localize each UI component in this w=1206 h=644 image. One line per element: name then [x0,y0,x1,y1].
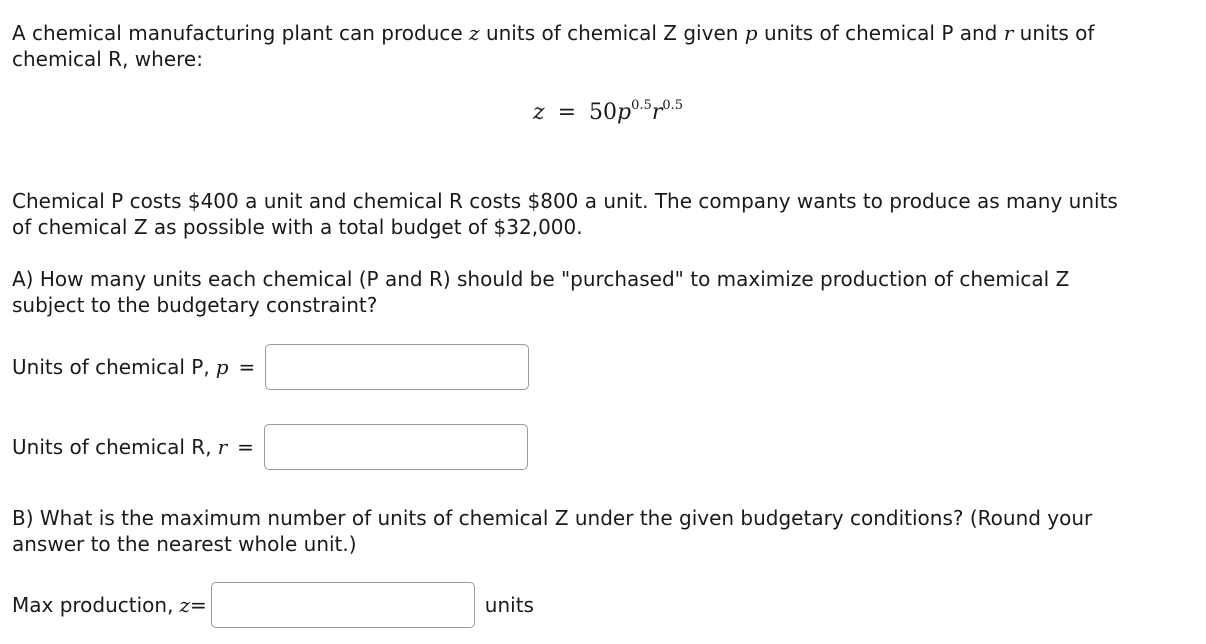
intro-text-a: A chemical manufacturing plant can produce [12,21,463,45]
costs-line-2: of chemical Z as possible with a total budget of $32,000. [12,215,583,239]
units-r-input[interactable] [264,424,528,470]
intro-text-d: units of [1019,21,1095,45]
production-formula [533,100,683,125]
question-a-line-2: subject to the budgetary constraint? [12,293,378,317]
field-r-label: Units of chemical R, [12,435,212,459]
field-z-row [12,582,534,628]
var-p: p [744,21,758,45]
field-r-var: r [217,435,228,459]
question-a [12,266,1069,318]
units-label: units [484,593,534,617]
formula-r-exponent: 0.5 [662,98,684,113]
costs-line-1: Chemical P costs $400 a unit and chemical R costs $800 a unit. The company wants to produce as many units [12,189,1118,213]
question-b-line-2: answer to the nearest whole unit.) [12,532,357,556]
field-z-label: Max production, [12,593,174,617]
question-b-line-1: B) What is the maximum number of units of chemical Z under the given budgetary conditions? (Round your [12,506,1093,530]
field-z-var: z [179,593,191,617]
intro-text-b: units of chemical Z given [485,21,739,45]
field-p-var: p [215,355,229,379]
field-z-equals: = [190,593,207,617]
formula-lhs: z [533,100,545,125]
field-p-equals: = [238,355,256,379]
question-b [12,505,1092,557]
field-r-row [12,424,528,470]
units-p-input[interactable] [265,344,529,390]
costs-paragraph [12,188,1118,240]
field-p-label: Units of chemical P, [12,355,210,379]
formula-coefficient: 50 [589,100,618,125]
intro-line-2: chemical R, where: [12,47,203,71]
formula-p: p [617,100,632,125]
field-r-equals: = [237,435,254,459]
field-p-row [12,344,529,390]
var-z: z [469,21,480,45]
question-a-line-1: A) How many units each chemical (P and R) should be "purchased" to maximize production of chemical Z [12,267,1070,291]
var-r: r [1003,21,1014,45]
intro-paragraph [12,20,1094,72]
intro-text-c: units of chemical P and [763,21,998,45]
formula-p-exponent: 0.5 [631,98,652,113]
formula-r: r [651,100,663,125]
max-production-input[interactable] [211,582,475,628]
formula-equals: = [557,100,577,125]
